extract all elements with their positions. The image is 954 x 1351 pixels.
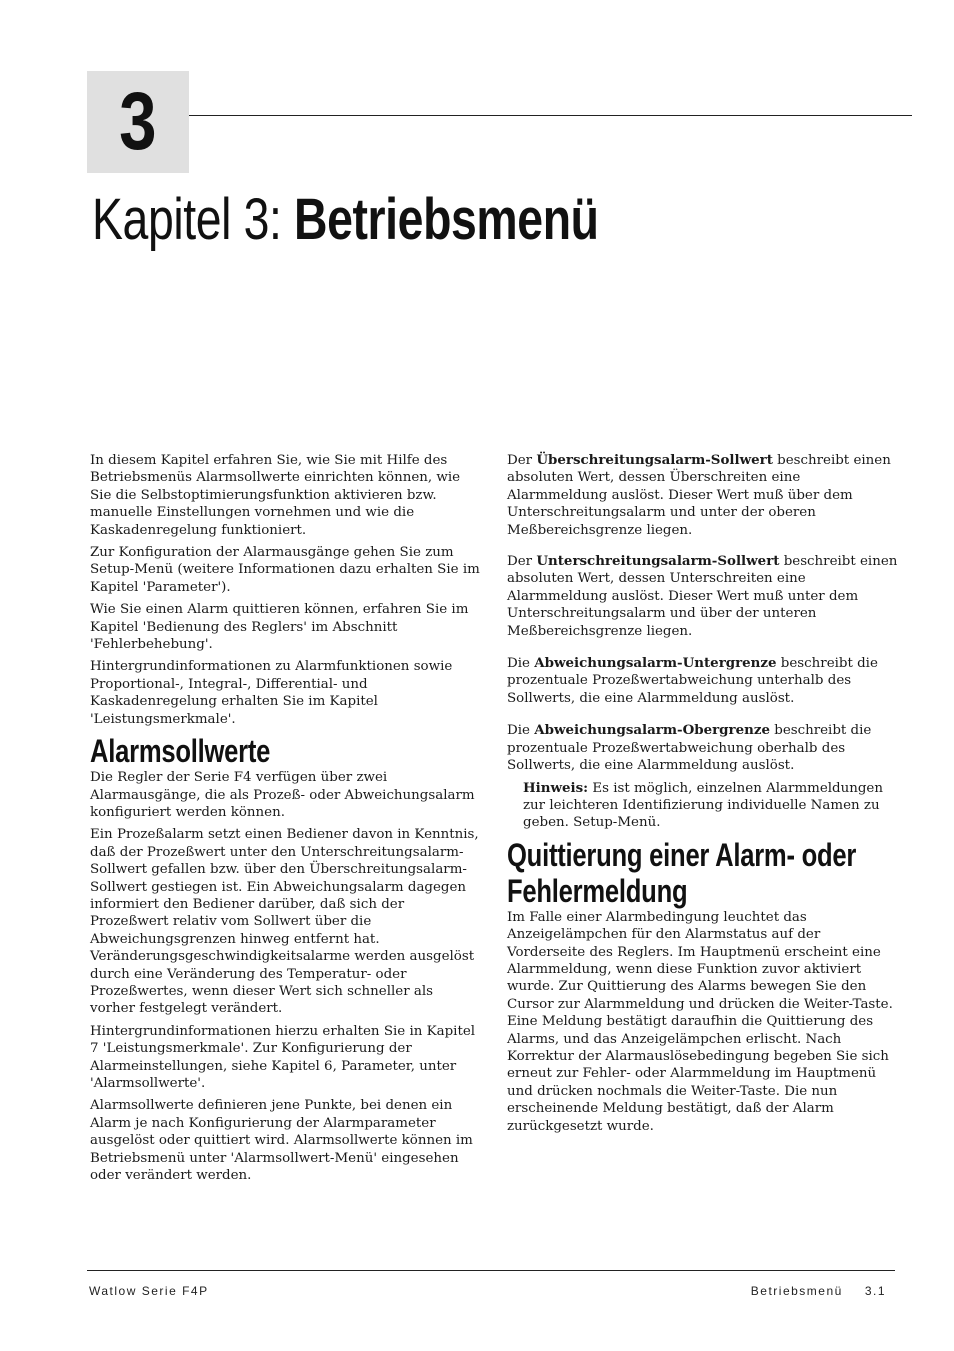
intro-paragraph: Hintergrundinformationen zu Alarmfunktionen sowie Proportional-, Integral-, Differential- und Kaskadenregelung erhalten Sie im Kapitel 'Leistungsmerkmale'. — [90, 659, 453, 727]
left-column — [90, 452, 482, 1189]
chapter-number-box — [87, 71, 189, 173]
note-paragraph — [507, 780, 901, 832]
chapter-number: 3 — [119, 76, 157, 167]
body-paragraph: Im Falle einer Alarmbedingung leuchtet das Anzeigelämpchen für den Alarmstatus auf der Vorderseite des Reglers. Im Hauptmenü erscheint eine Alarmmeldung, wenn diese Funktion zuvor aktiviert wurde. Zur Quittierung des Alarms bewegen Sie den Cursor zur Alarmmeldung und drücken die Weiter-Taste. Eine Meldung bestätigt daraufhin die Quittierung des Alarms, und das Anzeigelämpchen erlischt. Nach Korrektur der Alarmauslösebedingung begeben Sie sich erneut zur Fehler- oder Alarmmeldung im Hauptmenü und drücken nochmals die Weiter-Taste. Die nun erscheinende Meldung bestätigt, daß der Alarm zurückgesetzt wurde. — [507, 909, 893, 1134]
note-text: Es ist möglich, einzelnen Alarmmeldungen zur leichteren Identifizierung individuelle Namen zu geben. Setup-Menü. — [523, 780, 883, 831]
chapter-title — [92, 186, 599, 253]
section-heading-quittierung: Quittierung einer Alarm- oder Fehlermeldung — [507, 836, 857, 909]
intro-paragraph: Zur Konfiguration der Alarmausgänge gehen Sie zum Setup-Menü (weitere Informationen dazu erhalten Sie im Kapitel 'Parameter'). — [90, 545, 480, 595]
definition-paragraph: Der Überschreitungsalarm-Sollwert beschreibt einen absoluten Wert, dessen Überschreiten eine Alarmmeldung auslöst. Dieser Wert muß über dem Unterschreitungsalarm und unter der oberen Meßbereichsgrenze liegen. — [507, 452, 891, 538]
definition-paragraph: Die Abweichungsalarm-Untergrenze beschreibt die prozentuale Prozeßwertabweichung unterhalb des Sollwerts, die eine Alarmmeldung auslöst. — [507, 655, 878, 706]
definition-term: Unterschreitungsalarm-Sollwert — [536, 553, 780, 570]
body-paragraph: Die Regler der Serie F4 verfügen über zwei Alarmausgänge, die als Prozeß- oder Abweichungsalarm konfiguriert werden können. — [90, 770, 475, 820]
footer-rule — [87, 1270, 895, 1271]
body-paragraph: Ein Prozeßalarm setzt einen Bediener davon in Kenntnis, daß der Prozeßwert unter den Unterschreitungsalarm-Sollwert gefallen bzw. über den Überschreitungsalarm-Sollwert gestiegen ist. Ein Abweichungsalarm dagegen informiert den Bediener darüber, daß sich der Prozeßwert relativ vom Sollwert über die Abweichungsgrenzen hinweg entfernt hat. Veränderungsgeschwindigkeitsalarme werden ausgelöst durch eine Veränderung des Temperatur- oder Prozeßwertes, wenn dieser Wert sich schneller als vorher festgelegt verändert. — [90, 827, 479, 1017]
section-heading-alarmsollwerte: Alarmsollwerte — [90, 733, 271, 770]
header-rule — [189, 115, 912, 116]
body-paragraph: Alarmsollwerte definieren jene Punkte, bei denen ein Alarm je nach Konfigurierung der Alarmparameter ausgelöst oder quittiert wird. Alarmsollwerte können im Betriebsmenü unter 'Alarmsollwert-Menü' eingesehen oder verändert werden. — [90, 1098, 473, 1184]
definition-term: Abweichungsalarm-Untergrenze — [534, 655, 777, 672]
right-column — [507, 452, 901, 1140]
chapter-title-prefix: Kapitel 3: — [92, 187, 294, 252]
footer-page-number: 3.1 — [864, 1284, 886, 1298]
footer-product-name: Watlow Serie F4P — [89, 1284, 209, 1298]
definition-term: Überschreitungsalarm-Sollwert — [536, 452, 773, 468]
definition-paragraph: Die Abweichungsalarm-Obergrenze beschreibt die prozentuale Prozeßwertabweichung oberhalb des Sollwerts, die eine Alarmmeldung auslöst. — [507, 722, 872, 774]
intro-paragraph: Wie Sie einen Alarm quittieren können, erfahren Sie im Kapitel 'Bedienung des Reglers' im Abschnitt 'Fehlerbehebung'. — [90, 602, 469, 653]
intro-paragraph: In diesem Kapitel erfahren Sie, wie Sie mit Hilfe des Betriebsmenüs Alarmsollwerte einrichten können, wie Sie die Selbstoptimierungsfunktion aktivieren bzw. manuelle Einstellungen vornehmen und wie die Kaskadenregelung funktioniert. — [90, 453, 461, 538]
footer-page-info — [751, 1284, 886, 1298]
note-label: Hinweis: — [523, 779, 589, 796]
definition-term: Abweichungsalarm-Obergrenze — [534, 722, 770, 739]
body-paragraph: Hintergrundinformationen hierzu erhalten Sie in Kapitel 7 'Leistungsmerkmale'. Zur Konfigurierung der Alarmeinstellungen, siehe Kapitel 6, Parameter, unter 'Alarmsollwerte'. — [90, 1023, 476, 1091]
footer-section-name: Betriebsmenü — [750, 1284, 843, 1298]
chapter-title-bold: Betriebsmenü — [293, 187, 599, 252]
definition-paragraph: Der Unterschreitungsalarm-Sollwert beschreibt einen absoluten Wert, dessen Unterschreiten eine Alarmmeldung auslöst. Dieser Wert muß unter dem Unterschreitungsalarm und über der unteren Meßbereichsgrenze liegen. — [507, 553, 898, 639]
